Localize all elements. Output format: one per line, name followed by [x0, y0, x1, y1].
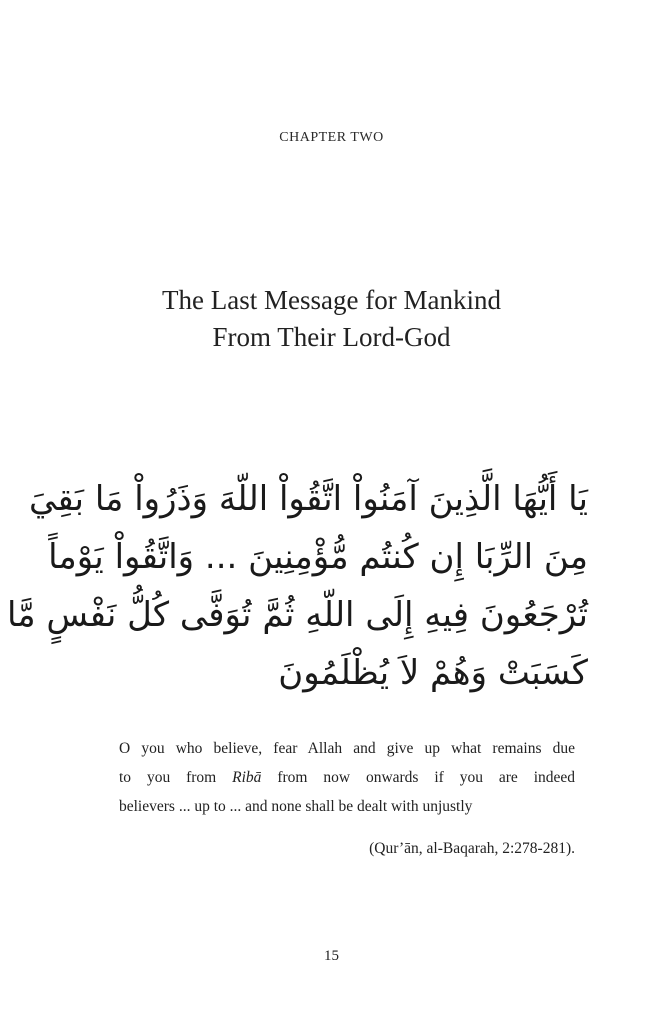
translation-line-1: O you who believe, fear Allah and give up what remains due: [119, 740, 575, 757]
chapter-title-line-1: The Last Message for Mankind: [162, 285, 501, 315]
quran-citation: (Qur’ān, al-Baqarah, 2:278-281).: [369, 840, 575, 857]
translation-line-2-end: from now onwards if you are indeed: [261, 769, 576, 786]
arabic-verse-line-1: يَا أَيُّهَا الَّذِينَ آمَنُواْ اتَّقُواْ اللّهَ وَذَرُواْ مَا بَقِيَ: [29, 479, 588, 519]
verse-translation: [119, 734, 575, 821]
translation-line-2: [119, 763, 575, 792]
arabic-verse-line-3: تُرْجَعُونَ فِيهِ إِلَى اللّهِ ثُمَّ تُوَفَّى كُلُّ نَفْسٍ مَّا: [6, 595, 588, 635]
arabic-verse-line-2: مِنَ الرِّبَا إِن كُنتُم مُّؤْمِنِينَ ... وَاتَّقُواْ يَوْماً: [48, 537, 588, 577]
translation-line-3: believers ... up to ... and none shall be dealt with unjustly: [119, 798, 473, 815]
translation-line-2-start: to you from: [119, 769, 233, 786]
page-number: 15: [324, 948, 339, 964]
arabic-verse-line-4: كَسَبَتْ وَهُمْ لاَ يُظْلَمُونَ: [278, 653, 588, 693]
chapter-title-line-2: From Their Lord-God: [212, 322, 451, 352]
arabic-verse: [6, 470, 588, 702]
riba-term: Ribā: [232, 769, 262, 786]
chapter-label: CHAPTER TWO: [279, 130, 384, 145]
chapter-title: [0, 282, 663, 356]
